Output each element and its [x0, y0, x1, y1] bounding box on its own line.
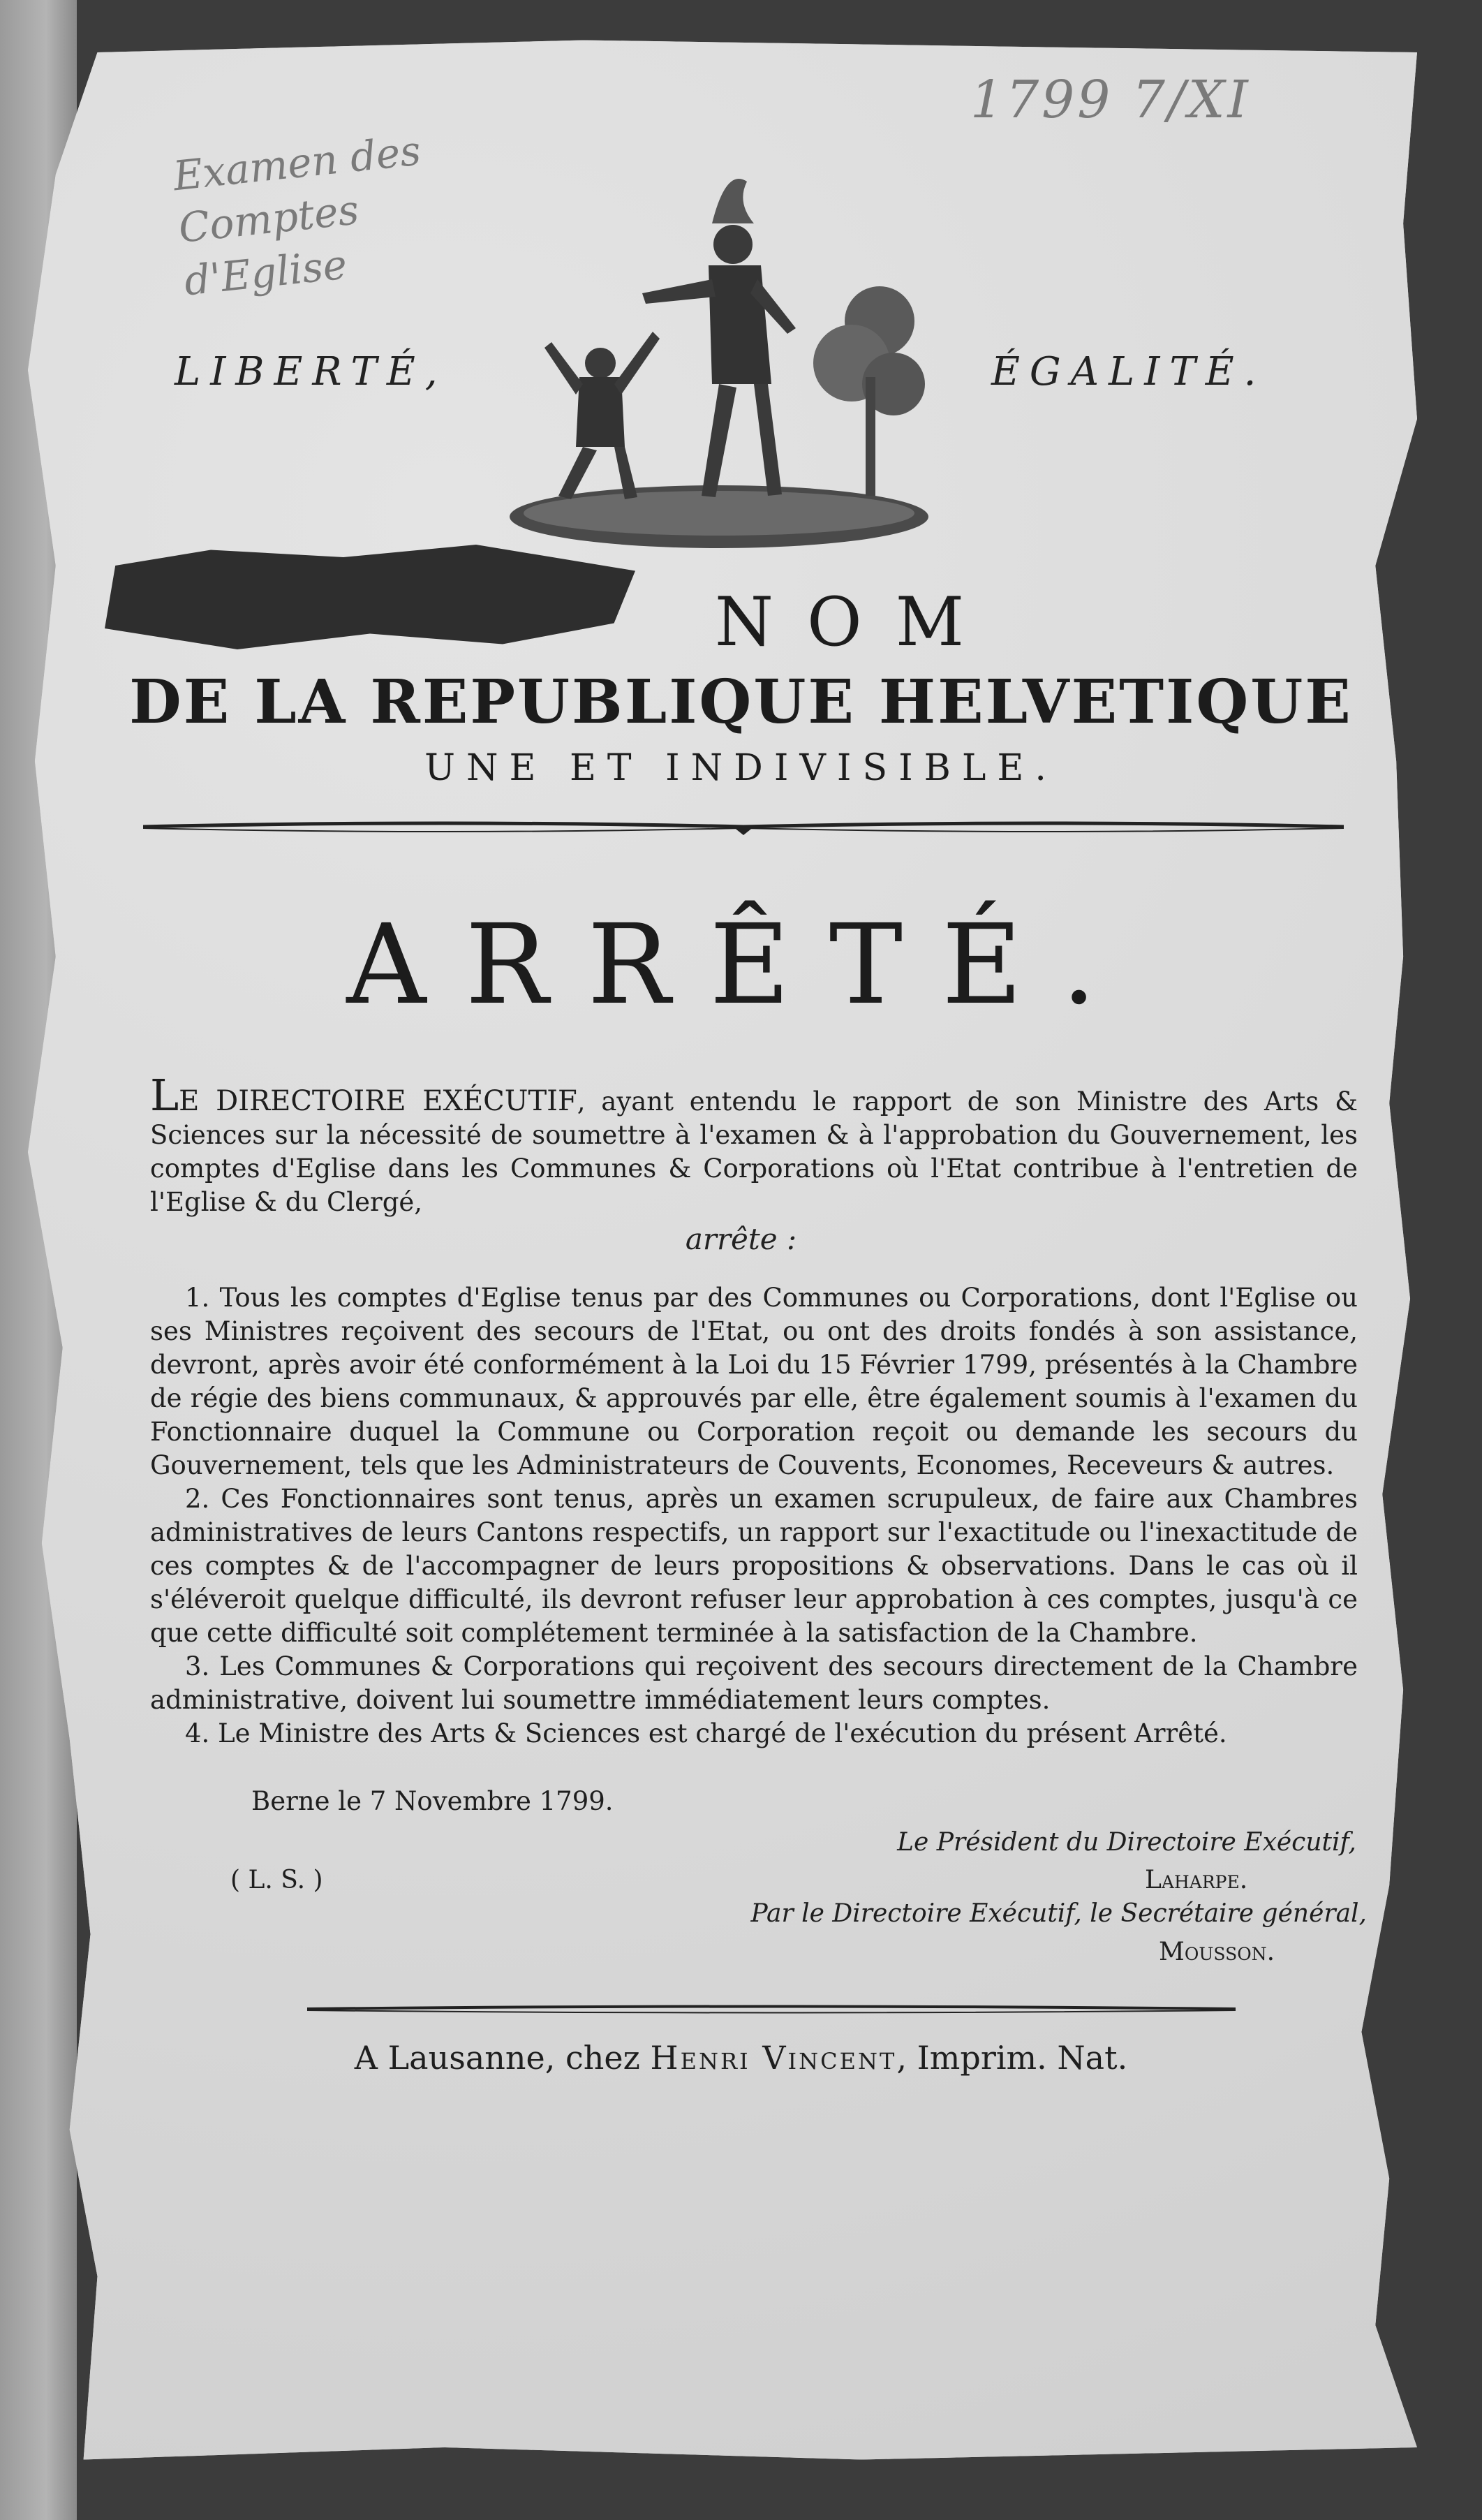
preamble-text: , ayant entendu le rapport de son Ministre des Arts & Sciences sur la nécessité de soumettre à l'examen & à l'approbation du Gouvernement, les comptes d'Eglise dans les Communes & Corporations où l'Etat contribue à l'entretien de l'Eglise & du Clergé,	[150, 1086, 1358, 1217]
imprint-suffix: , Imprim. Nat.	[896, 2039, 1128, 2077]
motto-liberte: LIBERTÉ,	[175, 349, 447, 395]
seal-mark: ( L. S. )	[230, 1866, 323, 1894]
motto-egalite: ÉGALITÉ.	[991, 349, 1266, 395]
imprint-printer: Henri Vincent	[650, 2039, 897, 2077]
article-1: 1. Tous les comptes d'Eglise tenus par des Communes ou Corporations, dont l'Eglise ou ses Ministres reçoivent des secours de l'Etat, ou ont des droits fondés à son assistance, devront, après avoir été conformément à la Loi du 15 Février 1799, présentés à la Chambre de régie des biens communaux, & approuvés par elle, être également soumis à l'examen du Fonctionnaire duquel la Commune ou Corporation reçoit ou demande les secours du Gouvernement, tels que les Administrateurs de Couvents, Economes, Receveurs & autres.	[150, 1283, 1358, 1480]
lead-capital: L	[150, 1070, 179, 1121]
handwritten-note: Examen des Comptes d'Eglise	[170, 126, 423, 305]
decree-preamble	[150, 1070, 1358, 1219]
arrete-word: arrête :	[685, 1222, 797, 1256]
article-2: 2. Ces Fonctionnaires sont tenus, après un examen scrupuleux, de faire aux Chambres administratives de leurs Cantons respectifs, un rapport sur l'exactitude ou l'inexactitude de ces comptes & de l'accompagner de leurs propositions & observations. Dans le cas où il s'éléveroit quelque difficulté, ils devront refuser leur approbation à ces comptes, jusqu'à ce que cette difficulté soit complétement terminée à la satisfaction de la Chambre.	[150, 1484, 1358, 1648]
imprint-prefix: A Lausanne, chez	[354, 2039, 640, 2077]
heading-republic: DE LA REPUBLIQUE HELVETIQUE	[129, 667, 1353, 737]
ornamental-rule-top	[143, 817, 1344, 837]
president-name: Laharpe.	[1145, 1866, 1248, 1894]
handwritten-reference: 1799 7/XI	[970, 70, 1251, 130]
lead-smallcaps: E DIRECTOIRE EXÉCUTIF	[179, 1085, 577, 1117]
secretary-line: Par le Directoire Exécutif, le Secrétaire général,	[750, 1899, 1367, 1928]
secretary-name: Mousson.	[1159, 1938, 1275, 1966]
article-3: 3. Les Communes & Corporations qui reçoivent des secours directement de la Chambre administrative, doivent lui soumettre immédiatement leurs comptes.	[150, 1651, 1358, 1715]
heading-une-et-indivisible: UNE ET INDIVISIBLE.	[424, 747, 1058, 789]
heading-nom: NOM	[715, 583, 998, 661]
william-tell-vignette	[503, 154, 935, 552]
place-date: Berne le 7 Novembre 1799.	[251, 1786, 614, 1816]
ornamental-rule-bottom	[307, 2003, 1236, 2015]
imprint-line	[0, 2039, 1482, 2077]
president-line: Le Président du Directoire Exécutif,	[897, 1828, 1356, 1857]
article-4: 4. Le Ministre des Arts & Sciences est chargé de l'exécution du présent Arrêté.	[185, 1718, 1227, 1748]
decree-articles	[150, 1281, 1358, 1751]
decree-title: ARRÊTÉ.	[346, 901, 1136, 1029]
